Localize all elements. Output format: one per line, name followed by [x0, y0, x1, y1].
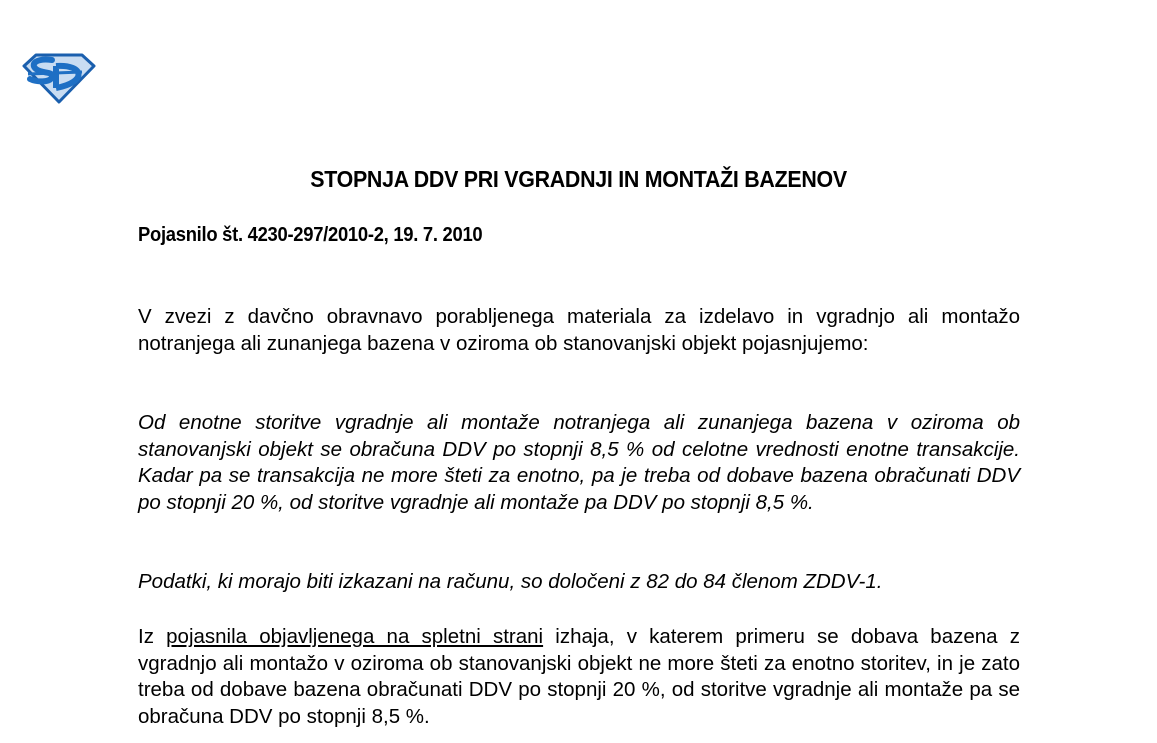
- company-logo-icon: [22, 52, 96, 104]
- paragraph-vat-rates: Od enotne storitve vgradnje ali montaže notranjega ali zunanjega bazena v oziroma ob stanovanjski objekt se obračuna DDV po stopnji 8,5 % od celotne vrednosti enotne transakcije. Kadar pa se transakcija ne more šteti za enotno, pa je treba od dobave bazena obračunati DDV po stopnji 20 %, od storitve vgradnje ali montaže pa DDV po stopnji 8,5 %.: [138, 411, 1020, 514]
- document-subtitle: Pojasnilo št. 4230-297/2010-2, 19. 7. 2010: [138, 224, 483, 246]
- shield-logo-icon: [22, 52, 96, 104]
- paragraph-intro: V zvezi z davčno obravnavo porabljenega materiala za izdelavo in vgradnjo ali montažo notranjega ali zunanjega bazena v oziroma ob stanovanjski objekt pojasnjujemo:: [138, 305, 1020, 355]
- document-title: STOPNJA DDV PRI VGRADNJI IN MONTAŽI BAZENOV: [310, 166, 847, 192]
- website-explanation-link[interactable]: pojasnila objavljenega na spletni strani: [166, 625, 544, 648]
- paragraph-invoice-data: Podatki, ki morajo biti izkazani na računu, so določeni z 82 do 84 členom ZDDV-1.: [138, 570, 883, 593]
- paragraph-explanation-suffix: izhaja, v katerem primeru se dobava bazena z vgradnjo ali montažo v oziroma ob stanovanjski objekt ne more šteti za enotno storitev, in je zato treba od dobave bazena obračunati DDV po stopnji 20 %, od storitve vgradnje ali montaže pa se obračuna DDV po stopnji 8,5 %.: [138, 625, 1020, 728]
- paragraph-explanation: [138, 624, 1020, 730]
- paragraph-explanation-prefix: Iz: [138, 625, 167, 648]
